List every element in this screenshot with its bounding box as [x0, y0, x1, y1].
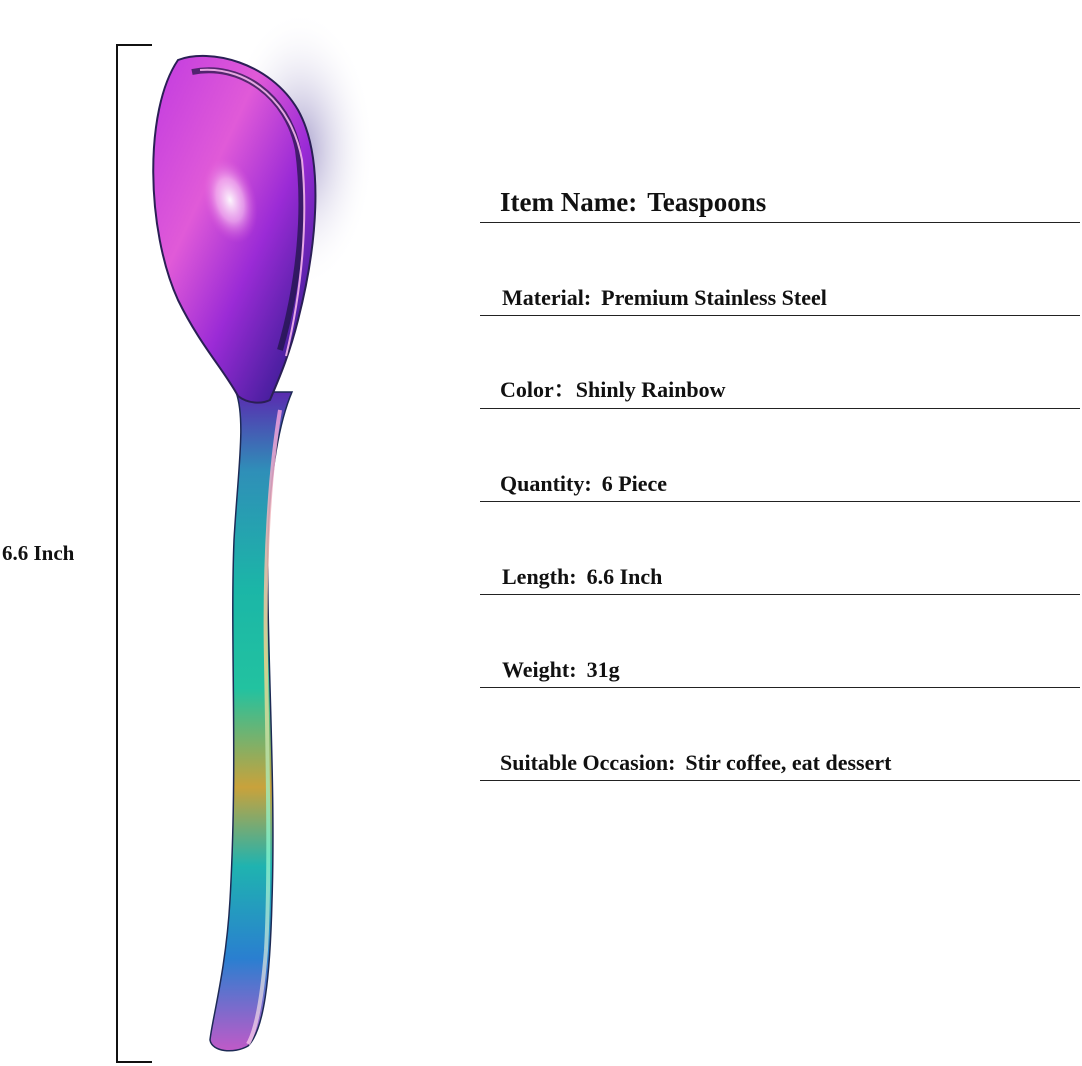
rainbow-teaspoon-image [130, 0, 390, 1066]
spec-label: Suitable Occasion: [500, 750, 676, 775]
spec-row-item-name [480, 182, 1080, 223]
spec-value: 6.6 Inch [586, 564, 663, 589]
spec-label: Length: [502, 564, 577, 589]
spec-label: Weight: [502, 657, 577, 682]
spec-row-material [480, 275, 1080, 316]
spec-value: Stir coffee, eat dessert [685, 750, 892, 775]
spec-value: Teaspoons [647, 187, 767, 217]
spec-row-weight [480, 647, 1080, 688]
spec-value: 6 Piece [601, 471, 668, 496]
spec-value: 31g [586, 657, 620, 682]
spec-row-quantity [480, 461, 1080, 502]
spec-label: Material: [502, 285, 592, 310]
spec-value: Shinly Rainbow [575, 377, 726, 402]
spec-label: Quantity: [500, 471, 592, 496]
spec-label: Item Name: [500, 187, 638, 217]
spec-row-color [480, 368, 1080, 409]
spec-row-suitable-occasion [480, 740, 1080, 781]
spec-value: Premium Stainless Steel [601, 285, 827, 310]
spec-label: Color： [500, 377, 576, 402]
spec-row-length [480, 554, 1080, 595]
dimension-label: 6.6 Inch [2, 541, 75, 565]
